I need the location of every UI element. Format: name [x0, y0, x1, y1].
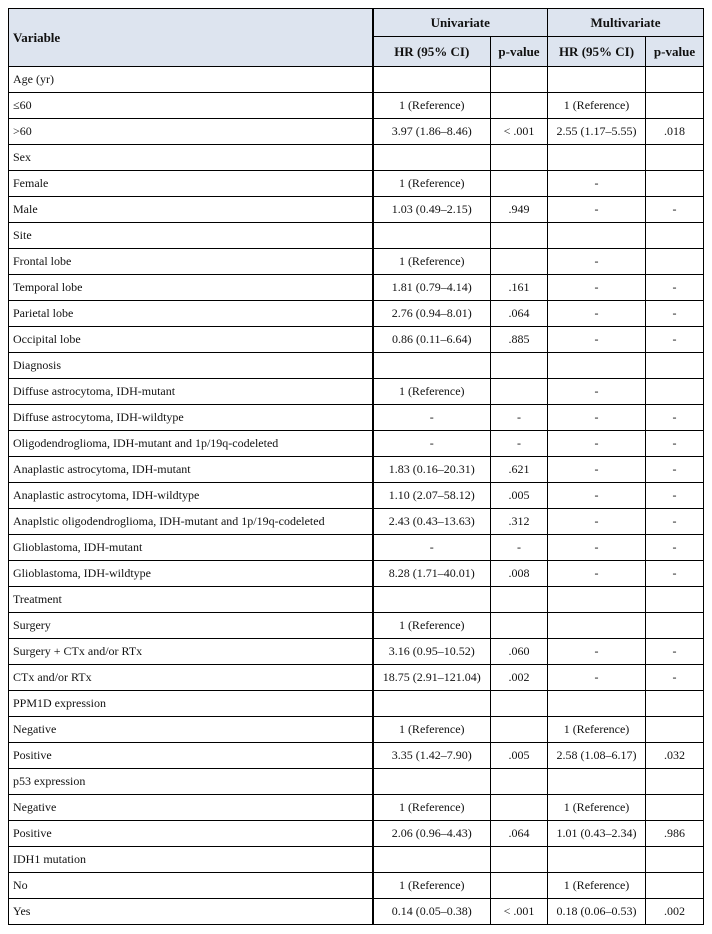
table-row — [9, 665, 704, 691]
univariate-p-cell: - — [491, 431, 548, 457]
table-row — [9, 795, 704, 821]
multivariate-hr-cell — [548, 145, 646, 171]
univariate-p-cell: .005 — [491, 483, 548, 509]
table-row — [9, 301, 704, 327]
multivariate-p-cell: .002 — [646, 899, 704, 925]
univariate-hr-cell: 8.28 (1.71–40.01) — [373, 561, 491, 587]
multivariate-hr-cell — [548, 587, 646, 613]
variable-cell: Negative — [9, 717, 373, 743]
header-row-top — [9, 9, 704, 37]
univariate-hr-cell: 1 (Reference) — [373, 873, 491, 899]
multivariate-hr-cell: - — [548, 457, 646, 483]
multivariate-p-cell: .018 — [646, 119, 704, 145]
variable-cell: Anaplastic astrocytoma, IDH-mutant — [9, 457, 373, 483]
univariate-p-cell: .002 — [491, 665, 548, 691]
variable-cell: Temporal lobe — [9, 275, 373, 301]
univariate-p-cell: < .001 — [491, 119, 548, 145]
variable-cell: Sex — [9, 145, 373, 171]
multivariate-p-cell — [646, 847, 704, 873]
multivariate-hr-cell: 1 (Reference) — [548, 795, 646, 821]
table-row — [9, 509, 704, 535]
multivariate-hr-cell: - — [548, 639, 646, 665]
multivariate-group-header: Multivariate — [548, 9, 704, 37]
variable-cell: Positive — [9, 821, 373, 847]
univariate-hr-cell — [373, 847, 491, 873]
table-row — [9, 483, 704, 509]
multivariate-p-cell — [646, 93, 704, 119]
multivariate-hr-cell: 1.01 (0.43–2.34) — [548, 821, 646, 847]
multivariate-hr-cell: - — [548, 275, 646, 301]
variable-cell: Treatment — [9, 587, 373, 613]
table-row — [9, 275, 704, 301]
multivariate-p-cell — [646, 249, 704, 275]
variable-cell: Positive — [9, 743, 373, 769]
univariate-p-cell — [491, 587, 548, 613]
table-row — [9, 613, 704, 639]
variable-cell: Diagnosis — [9, 353, 373, 379]
multivariate-p-cell — [646, 67, 704, 93]
univariate-p-cell: .949 — [491, 197, 548, 223]
multivariate-hr-cell: - — [548, 327, 646, 353]
multivariate-hr-cell — [548, 223, 646, 249]
multivariate-p-cell: - — [646, 275, 704, 301]
variable-cell: >60 — [9, 119, 373, 145]
multivariate-p-cell: - — [646, 665, 704, 691]
univariate-p-cell — [491, 847, 548, 873]
table-row — [9, 691, 704, 717]
variable-cell: Yes — [9, 899, 373, 925]
univariate-hr-cell: 1.81 (0.79–4.14) — [373, 275, 491, 301]
univariate-p-cell — [491, 873, 548, 899]
variable-cell: Negative — [9, 795, 373, 821]
table-row — [9, 197, 704, 223]
multivariate-p-cell — [646, 717, 704, 743]
table-body — [9, 67, 704, 925]
univariate-hr-cell: 1 (Reference) — [373, 717, 491, 743]
univariate-hr-cell — [373, 691, 491, 717]
variable-cell: Frontal lobe — [9, 249, 373, 275]
multivariate-p-cell: .986 — [646, 821, 704, 847]
multivariate-p-cell: - — [646, 509, 704, 535]
table-header — [9, 9, 704, 67]
cox-regression-table — [8, 8, 704, 925]
univariate-hr-cell: 2.43 (0.43–13.63) — [373, 509, 491, 535]
variable-cell: CTx and/or RTx — [9, 665, 373, 691]
multivariate-p-cell — [646, 587, 704, 613]
multivariate-hr-cell — [548, 67, 646, 93]
variable-cell: PPM1D expression — [9, 691, 373, 717]
variable-cell: Surgery + CTx and/or RTx — [9, 639, 373, 665]
table-row — [9, 67, 704, 93]
table-row — [9, 561, 704, 587]
multivariate-hr-cell: - — [548, 405, 646, 431]
table-row — [9, 821, 704, 847]
univariate-hr-cell: 1 (Reference) — [373, 171, 491, 197]
multivariate-hr-cell — [548, 613, 646, 639]
table-row — [9, 535, 704, 561]
table-row — [9, 249, 704, 275]
univariate-p-cell — [491, 717, 548, 743]
multivariate-hr-cell: - — [548, 301, 646, 327]
table-row — [9, 743, 704, 769]
table-row — [9, 223, 704, 249]
table-row — [9, 145, 704, 171]
multivariate-hr-cell: - — [548, 561, 646, 587]
multivariate-hr-cell: 2.55 (1.17–5.55) — [548, 119, 646, 145]
table-row — [9, 93, 704, 119]
multivariate-hr-cell: - — [548, 483, 646, 509]
table-row — [9, 899, 704, 925]
multivariate-p-cell: - — [646, 561, 704, 587]
univariate-group-header: Univariate — [373, 9, 548, 37]
univariate-p-cell: - — [491, 535, 548, 561]
univariate-p-cell: - — [491, 405, 548, 431]
multivariate-hr-cell: 1 (Reference) — [548, 93, 646, 119]
multivariate-p-cell — [646, 379, 704, 405]
multivariate-p-cell — [646, 613, 704, 639]
multivariate-p-cell: - — [646, 639, 704, 665]
variable-cell: IDH1 mutation — [9, 847, 373, 873]
variable-cell: Age (yr) — [9, 67, 373, 93]
variable-cell: p53 expression — [9, 769, 373, 795]
univariate-hr-cell: 1 (Reference) — [373, 795, 491, 821]
multivariate-p-cell: .032 — [646, 743, 704, 769]
multivariate-hr-cell — [548, 353, 646, 379]
multivariate-hr-cell: 0.18 (0.06–0.53) — [548, 899, 646, 925]
multivariate-hr-cell: - — [548, 665, 646, 691]
univariate-p-cell: .064 — [491, 301, 548, 327]
multivariate-p-cell — [646, 691, 704, 717]
univariate-hr-cell — [373, 67, 491, 93]
multivariate-hr-cell: - — [548, 249, 646, 275]
univariate-hr-cell: - — [373, 405, 491, 431]
multivariate-p-cell — [646, 353, 704, 379]
table-row — [9, 431, 704, 457]
univariate-p-cell: .312 — [491, 509, 548, 535]
univariate-p-cell — [491, 769, 548, 795]
univariate-p-cell: .060 — [491, 639, 548, 665]
multivariate-hr-cell: - — [548, 171, 646, 197]
table-row — [9, 405, 704, 431]
univariate-hr-cell — [373, 587, 491, 613]
multivariate-hr-header: HR (95% CI) — [548, 37, 646, 67]
variable-cell: Parietal lobe — [9, 301, 373, 327]
variable-cell: Glioblastoma, IDH-mutant — [9, 535, 373, 561]
multivariate-p-cell: - — [646, 431, 704, 457]
variable-cell: No — [9, 873, 373, 899]
table-row — [9, 587, 704, 613]
table-row — [9, 379, 704, 405]
multivariate-p-cell: - — [646, 535, 704, 561]
table-row — [9, 769, 704, 795]
multivariate-hr-cell: - — [548, 431, 646, 457]
variable-cell: Surgery — [9, 613, 373, 639]
table-row — [9, 327, 704, 353]
univariate-hr-cell: 18.75 (2.91–121.04) — [373, 665, 491, 691]
univariate-hr-header: HR (95% CI) — [373, 37, 491, 67]
univariate-p-cell: .005 — [491, 743, 548, 769]
multivariate-p-cell: - — [646, 405, 704, 431]
univariate-p-cell: .161 — [491, 275, 548, 301]
univariate-hr-cell: 3.97 (1.86–8.46) — [373, 119, 491, 145]
multivariate-p-cell — [646, 223, 704, 249]
multivariate-hr-cell — [548, 847, 646, 873]
multivariate-p-cell — [646, 795, 704, 821]
multivariate-hr-cell: 1 (Reference) — [548, 717, 646, 743]
univariate-hr-cell: 3.35 (1.42–7.90) — [373, 743, 491, 769]
univariate-hr-cell — [373, 145, 491, 171]
univariate-p-cell: .885 — [491, 327, 548, 353]
multivariate-hr-cell: - — [548, 197, 646, 223]
variable-cell: Oligodendroglioma, IDH-mutant and 1p/19q-codeleted — [9, 431, 373, 457]
univariate-hr-cell — [373, 353, 491, 379]
univariate-p-cell: < .001 — [491, 899, 548, 925]
multivariate-hr-cell: - — [548, 509, 646, 535]
univariate-hr-cell: 2.06 (0.96–4.43) — [373, 821, 491, 847]
table-row — [9, 873, 704, 899]
multivariate-hr-cell — [548, 769, 646, 795]
multivariate-p-cell — [646, 873, 704, 899]
univariate-p-cell — [491, 67, 548, 93]
multivariate-hr-cell: 2.58 (1.08–6.17) — [548, 743, 646, 769]
table-row — [9, 847, 704, 873]
univariate-hr-cell: 3.16 (0.95–10.52) — [373, 639, 491, 665]
variable-cell: Diffuse astrocytoma, IDH-wildtype — [9, 405, 373, 431]
univariate-p-cell — [491, 353, 548, 379]
multivariate-p-cell — [646, 171, 704, 197]
univariate-hr-cell: 1 (Reference) — [373, 379, 491, 405]
univariate-hr-cell: 1.03 (0.49–2.15) — [373, 197, 491, 223]
variable-cell: Anaplstic oligodendroglioma, IDH-mutant and 1p/19q-codeleted — [9, 509, 373, 535]
univariate-p-cell — [491, 613, 548, 639]
multivariate-hr-cell: 1 (Reference) — [548, 873, 646, 899]
variable-cell: ≤60 — [9, 93, 373, 119]
univariate-p-cell: .008 — [491, 561, 548, 587]
univariate-hr-cell: 1.83 (0.16–20.31) — [373, 457, 491, 483]
univariate-p-header: p-value — [491, 37, 548, 67]
multivariate-hr-cell — [548, 691, 646, 717]
univariate-hr-cell: 1 (Reference) — [373, 613, 491, 639]
variable-cell: Occipital lobe — [9, 327, 373, 353]
univariate-hr-cell: - — [373, 535, 491, 561]
univariate-hr-cell: 1.10 (2.07–58.12) — [373, 483, 491, 509]
multivariate-hr-cell: - — [548, 379, 646, 405]
univariate-p-cell — [491, 171, 548, 197]
table-row — [9, 717, 704, 743]
variable-cell: Male — [9, 197, 373, 223]
multivariate-p-cell — [646, 769, 704, 795]
variable-cell: Female — [9, 171, 373, 197]
table-row — [9, 457, 704, 483]
univariate-hr-cell — [373, 769, 491, 795]
multivariate-p-cell — [646, 145, 704, 171]
univariate-hr-cell: 1 (Reference) — [373, 249, 491, 275]
univariate-p-cell — [491, 145, 548, 171]
table-row — [9, 639, 704, 665]
variable-cell: Anaplastic astrocytoma, IDH-wildtype — [9, 483, 373, 509]
multivariate-p-cell: - — [646, 483, 704, 509]
univariate-hr-cell — [373, 223, 491, 249]
multivariate-hr-cell: - — [548, 535, 646, 561]
univariate-hr-cell: 0.86 (0.11–6.64) — [373, 327, 491, 353]
univariate-p-cell — [491, 379, 548, 405]
variable-cell: Diffuse astrocytoma, IDH-mutant — [9, 379, 373, 405]
multivariate-p-cell: - — [646, 327, 704, 353]
table-row — [9, 353, 704, 379]
univariate-hr-cell: 2.76 (0.94–8.01) — [373, 301, 491, 327]
multivariate-p-cell: - — [646, 457, 704, 483]
univariate-p-cell — [491, 691, 548, 717]
univariate-p-cell: .064 — [491, 821, 548, 847]
table-row — [9, 119, 704, 145]
multivariate-p-cell: - — [646, 301, 704, 327]
variable-cell: Site — [9, 223, 373, 249]
multivariate-p-cell: - — [646, 197, 704, 223]
univariate-hr-cell: 1 (Reference) — [373, 93, 491, 119]
variable-cell: Glioblastoma, IDH-wildtype — [9, 561, 373, 587]
univariate-hr-cell: - — [373, 431, 491, 457]
variable-column-header: Variable — [9, 9, 373, 67]
univariate-p-cell: .621 — [491, 457, 548, 483]
univariate-p-cell — [491, 795, 548, 821]
table-row — [9, 171, 704, 197]
univariate-p-cell — [491, 223, 548, 249]
univariate-p-cell — [491, 249, 548, 275]
univariate-p-cell — [491, 93, 548, 119]
multivariate-p-header: p-value — [646, 37, 704, 67]
univariate-hr-cell: 0.14 (0.05–0.38) — [373, 899, 491, 925]
